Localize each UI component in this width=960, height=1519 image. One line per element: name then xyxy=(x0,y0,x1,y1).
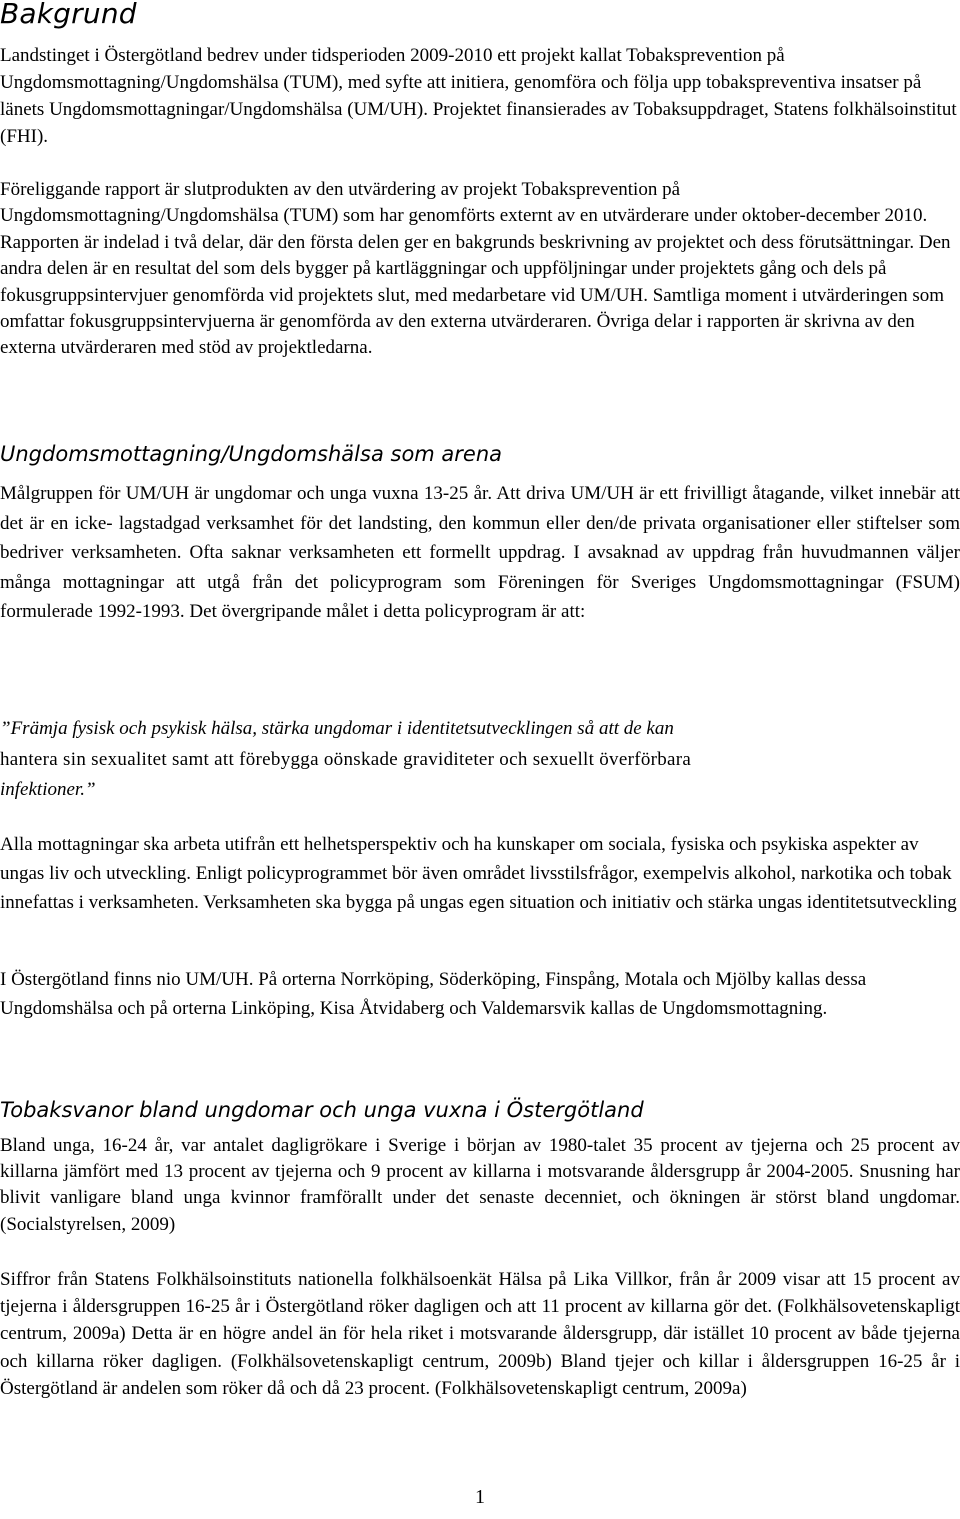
quote-line: infektioner.” xyxy=(0,779,96,800)
paragraph-siffror: Siffror från Statens Folkhälsoinstituts nationella folkhälsoenkät Hälsa på Lika Villkor, från år 2009 visar att 15 procent av tjejerna i åldersgruppen 16-25 år i Östergötland röker dagligen och att 11 procent av killarna gör det. (Folkhälsovetenskapligt centrum, 2009a) Detta är en högre andel än för hela riket i motsvarande åldersgrupp, där istället 10 procent av både tjejerna och killarna röker dagligen. (Folkhälsovetenskapligt centrum, 2009b) Bland tjejer och killar i åldersgruppen 16-25 år i Östergötland är andelen som röker då och då 23 procent. (Folkhälsovetenskapligt centrum, 2009a) xyxy=(0,1269,960,1399)
page-number: 1 xyxy=(475,1486,485,1508)
heading-arena: Ungdomsmottagning/Ungdomshälsa som arena xyxy=(0,442,503,466)
paragraph-rapport: Föreliggande rapport är slutprodukten av den utvärdering av projekt Tobaksprevention på Ungdomsmottagning/Ungdomshälsa (TUM) som har genomförts externt av en utvärderare under oktober-december 2010. Rapporten är indelad i två delar, där den första delen ger en bakgrunds beskrivning av projektet och dess förutsättningar. Den andra delen är en resultat del som dels bygger på kartläggningar och uppföljningar under projektets gång och dels på fokusgruppsintervjuer genomförda vid projektets slut, med medarbetare vid UM/UH. Samtliga moment i utvärderingen som omfattar fokusgruppsintervjuerna är genomförda av den externa utvärderaren. Övriga delar i rapporten är skrivna av den externa utvärderaren med stöd av projektledarna. xyxy=(0,179,951,359)
quote-line: hantera sin sexualitet samt att förebygga oönskade graviditeter och sexuellt överförbara xyxy=(0,749,692,770)
paragraph-malgrupp: Målgruppen för UM/UH är ungdomar och unga vuxna 13-25 år. Att driva UM/UH är ett frivilligt åtagande, vilket innebär att det är en icke- lagstadgad verksamhet för det landsting, den kommun eller den/de privata organisationer eller stiftelser som bedriver verksamheten. Ofta saknar verksamheten ett formellt uppdrag. I avsaknad av uppdrag från huvudmannen väljer många mottagningar att utgå från det policyprogram som Föreningen för Sveriges Ungdomsmottagningar (FSUM) formulerade 1992-1993. Det övergripande målet i detta policyprogram är att: xyxy=(0,483,960,623)
paragraph-bland: Bland unga, 16-24 år, var antalet dagligrökare i Sverige i början av 1980-talet 35 procent av tjejerna och 25 procent av killarna jämfört med 13 procent av tjejerna och 9 procent av killarna i motsvarande åldersgrupp år 2004-2005. Snusning har blivit vanligare bland unga kvinnor framförallt under det senaste decenniet, och ökningen är störst bland ungdomar. (Socialstyrelsen, 2009) xyxy=(0,1135,960,1235)
policy-quote xyxy=(0,713,960,804)
paragraph-alla: Alla mottagningar ska arbeta utifrån ett helhetsperspektiv och ha kunskaper om sociala, fysiska och psykiska aspekter av ungas liv och utveckling. Enligt policyprogrammet bör även området livsstilsfrågor, exempelvis alkohol, narkotika och tobak innefattas i verksamheten. Verksamheten ska bygga på ungas egen situation och initiativ och stärka ungas identitetsutveckling xyxy=(0,834,957,913)
heading-bakgrund: Bakgrund xyxy=(0,0,137,30)
paragraph-intro: Landstinget i Östergötland bedrev under tidsperioden 2009-2010 ett projekt kallat Tobaksprevention på Ungdomsmottagning/Ungdomshälsa (TUM), med syfte att initiera, genomföra och följa upp tobakspreventiva insatser på länets Ungdomsmottagningar/Ungdomshälsa (UM/UH). Projektet finansierades av Tobaksuppdraget, Statens folkhälsoinstitut (FHI). xyxy=(0,45,957,147)
paragraph-nio: I Östergötland finns nio UM/UH. På orterna Norrköping, Söderköping, Finspång, Motala och Mjölby kallas dessa Ungdomshälsa och på orterna Linköping, Kisa Åtvidaberg och Valdemarsvik kallas de Ungdomsmottagning. xyxy=(0,969,867,1019)
heading-tobaksvanor: Tobaksvanor bland ungdomar och unga vuxna i Östergötland xyxy=(0,1098,644,1122)
quote-line: ”Främja fysisk och psykisk hälsa, stärka ungdomar i identitetsutvecklingen så att de kan xyxy=(0,718,674,739)
